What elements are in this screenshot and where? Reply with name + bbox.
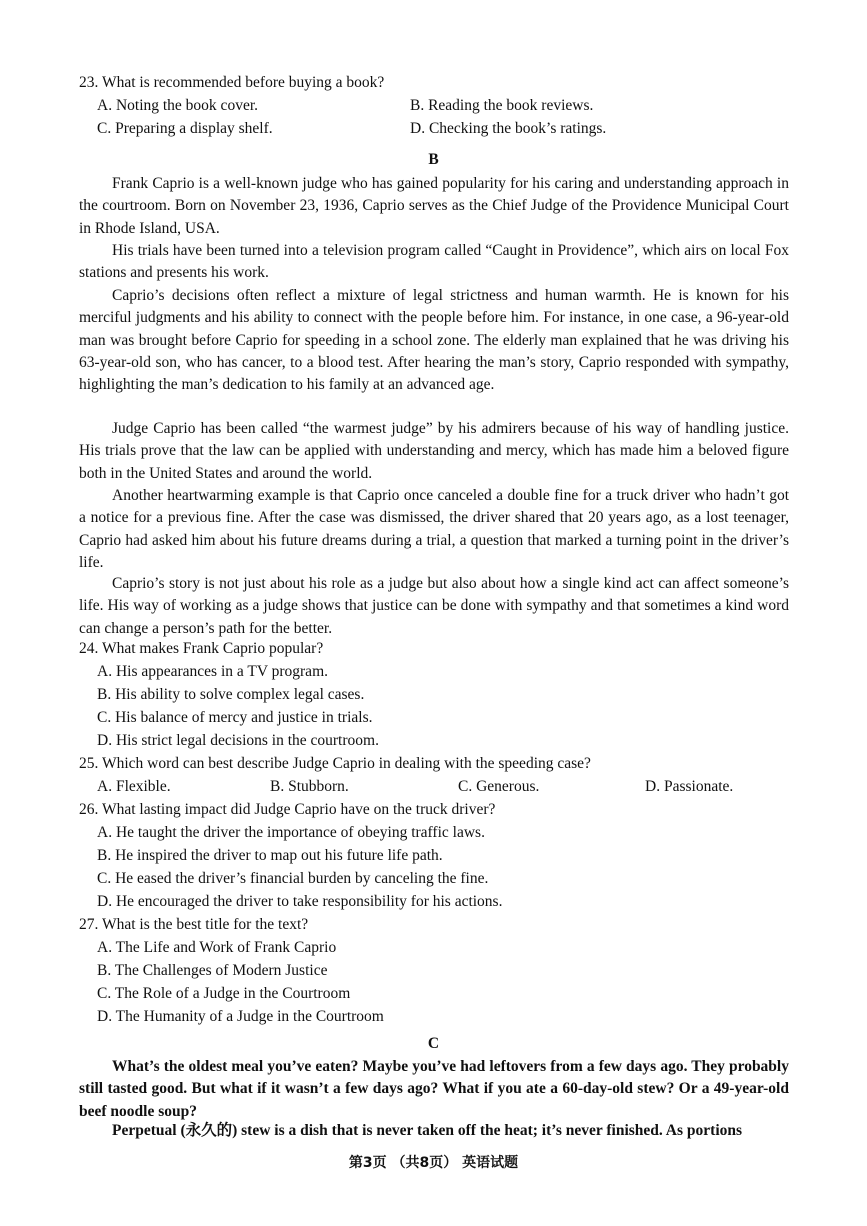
question-26-option-c: C. He eased the driver’s financial burden by canceling the fine. xyxy=(97,870,489,887)
question-23-option-d: D. Checking the book’s ratings. xyxy=(410,120,607,137)
section-c-paragraph-2: Perpetual (永久的) stew is a dish that is never taken off the heat; it’s never finished. As portions xyxy=(112,1122,743,1139)
question-24-option-d: D. His strict legal decisions in the courtroom. xyxy=(97,732,379,749)
question-25-option-a: A. Flexible. xyxy=(97,778,171,795)
question-24-stem: 24. What makes Frank Caprio popular? xyxy=(79,640,324,657)
section-c-paragraph-1: What’s the oldest meal you’ve eaten? Maybe you’ve had leftovers from a few days ago. They probably still tasted good. But what if it wasn’t a few days ago? What if you ate a 60-day-old stew? Or a 49-year-old beef noodle soup? xyxy=(79,1058,789,1120)
section-b-paragraph-5: Another heartwarming example is that Caprio once canceled a double fine for a truck driver who hadn’t got a notice for a previous fine. After the case was dismissed, the driver shared that 20 years ago, as a lost teenager, Caprio had asked him about his future dreams during a trial, a question that marked a turning point in the driver’s life. xyxy=(79,487,789,571)
question-23-option-c: C. Preparing a display shelf. xyxy=(97,120,273,137)
question-27-option-d: D. The Humanity of a Judge in the Courtroom xyxy=(97,1008,384,1025)
question-24-option-c: C. His balance of mercy and justice in trials. xyxy=(97,709,373,726)
question-23-option-b: B. Reading the book reviews. xyxy=(410,97,594,114)
section-b-paragraph-1: Frank Caprio is a well-known judge who has gained popularity for his caring and understanding approach in the courtroom. Born on November 23, 1936, Caprio serves as the Chief Judge of the Providence Municipal Court in Rhode Island, USA. xyxy=(79,175,789,237)
page-footer: 第3页 （共8页） 英语试题 xyxy=(348,1155,519,1171)
question-25-option-c: C. Generous. xyxy=(458,778,540,795)
question-26-option-a: A. He taught the driver the importance of obeying traffic laws. xyxy=(97,824,485,841)
question-25-option-b: B. Stubborn. xyxy=(270,778,349,795)
question-24-option-a: A. His appearances in a TV program. xyxy=(97,663,328,680)
question-23-option-a: A. Noting the book cover. xyxy=(97,97,259,114)
section-b-label: B xyxy=(428,151,439,168)
question-23-stem: 23. What is recommended before buying a book? xyxy=(79,74,385,91)
section-b-paragraph-6: Caprio’s story is not just about his role as a judge but also about how a single kind act can affect someone’s life. His way of working as a judge shows that justice can be done with sympathy and that sometimes a kind word can change a person’s path for the better. xyxy=(79,575,789,637)
question-27-option-c: C. The Role of a Judge in the Courtroom xyxy=(97,985,351,1002)
section-b-paragraph-4: Judge Caprio has been called “the warmest judge” by his admirers because of his way of handling justice. His trials prove that the law can be applied with understanding and mercy, which has made him a beloved figure both in the United States and around the world. xyxy=(79,420,789,482)
section-c-label: C xyxy=(427,1035,440,1052)
question-24-option-b: B. His ability to solve complex legal cases. xyxy=(97,686,365,703)
section-b-paragraph-2: His trials have been turned into a television program called “Caught in Providence”, which airs on local Fox stations and presents his work. xyxy=(79,242,789,282)
question-25-stem: 25. Which word can best describe Judge Caprio in dealing with the speeding case? xyxy=(79,755,591,772)
question-27-stem: 27. What is the best title for the text? xyxy=(79,916,309,933)
question-26-option-d: D. He encouraged the driver to take responsibility for his actions. xyxy=(97,893,503,910)
question-26-stem: 26. What lasting impact did Judge Caprio have on the truck driver? xyxy=(79,801,496,818)
question-27-option-a: A. The Life and Work of Frank Caprio xyxy=(97,939,337,956)
question-27-option-b: B. The Challenges of Modern Justice xyxy=(97,962,328,979)
question-26-option-b: B. He inspired the driver to map out his future life path. xyxy=(97,847,443,864)
section-b-paragraph-3: Caprio’s decisions often reflect a mixture of legal strictness and human warmth. He is known for his merciful judgments and his ability to connect with the people before him. For instance, in one case, a 96-year-old man was brought before Caprio for speeding in a school zone. The elderly man explained that he was driving his 63-year-old son, who has cancer, to a blood test. After hearing the man’s story, Caprio responded with sympathy, highlighting the man’s dedication to his family at an advanced age. xyxy=(79,287,789,394)
question-25-option-d: D. Passionate. xyxy=(645,778,734,795)
